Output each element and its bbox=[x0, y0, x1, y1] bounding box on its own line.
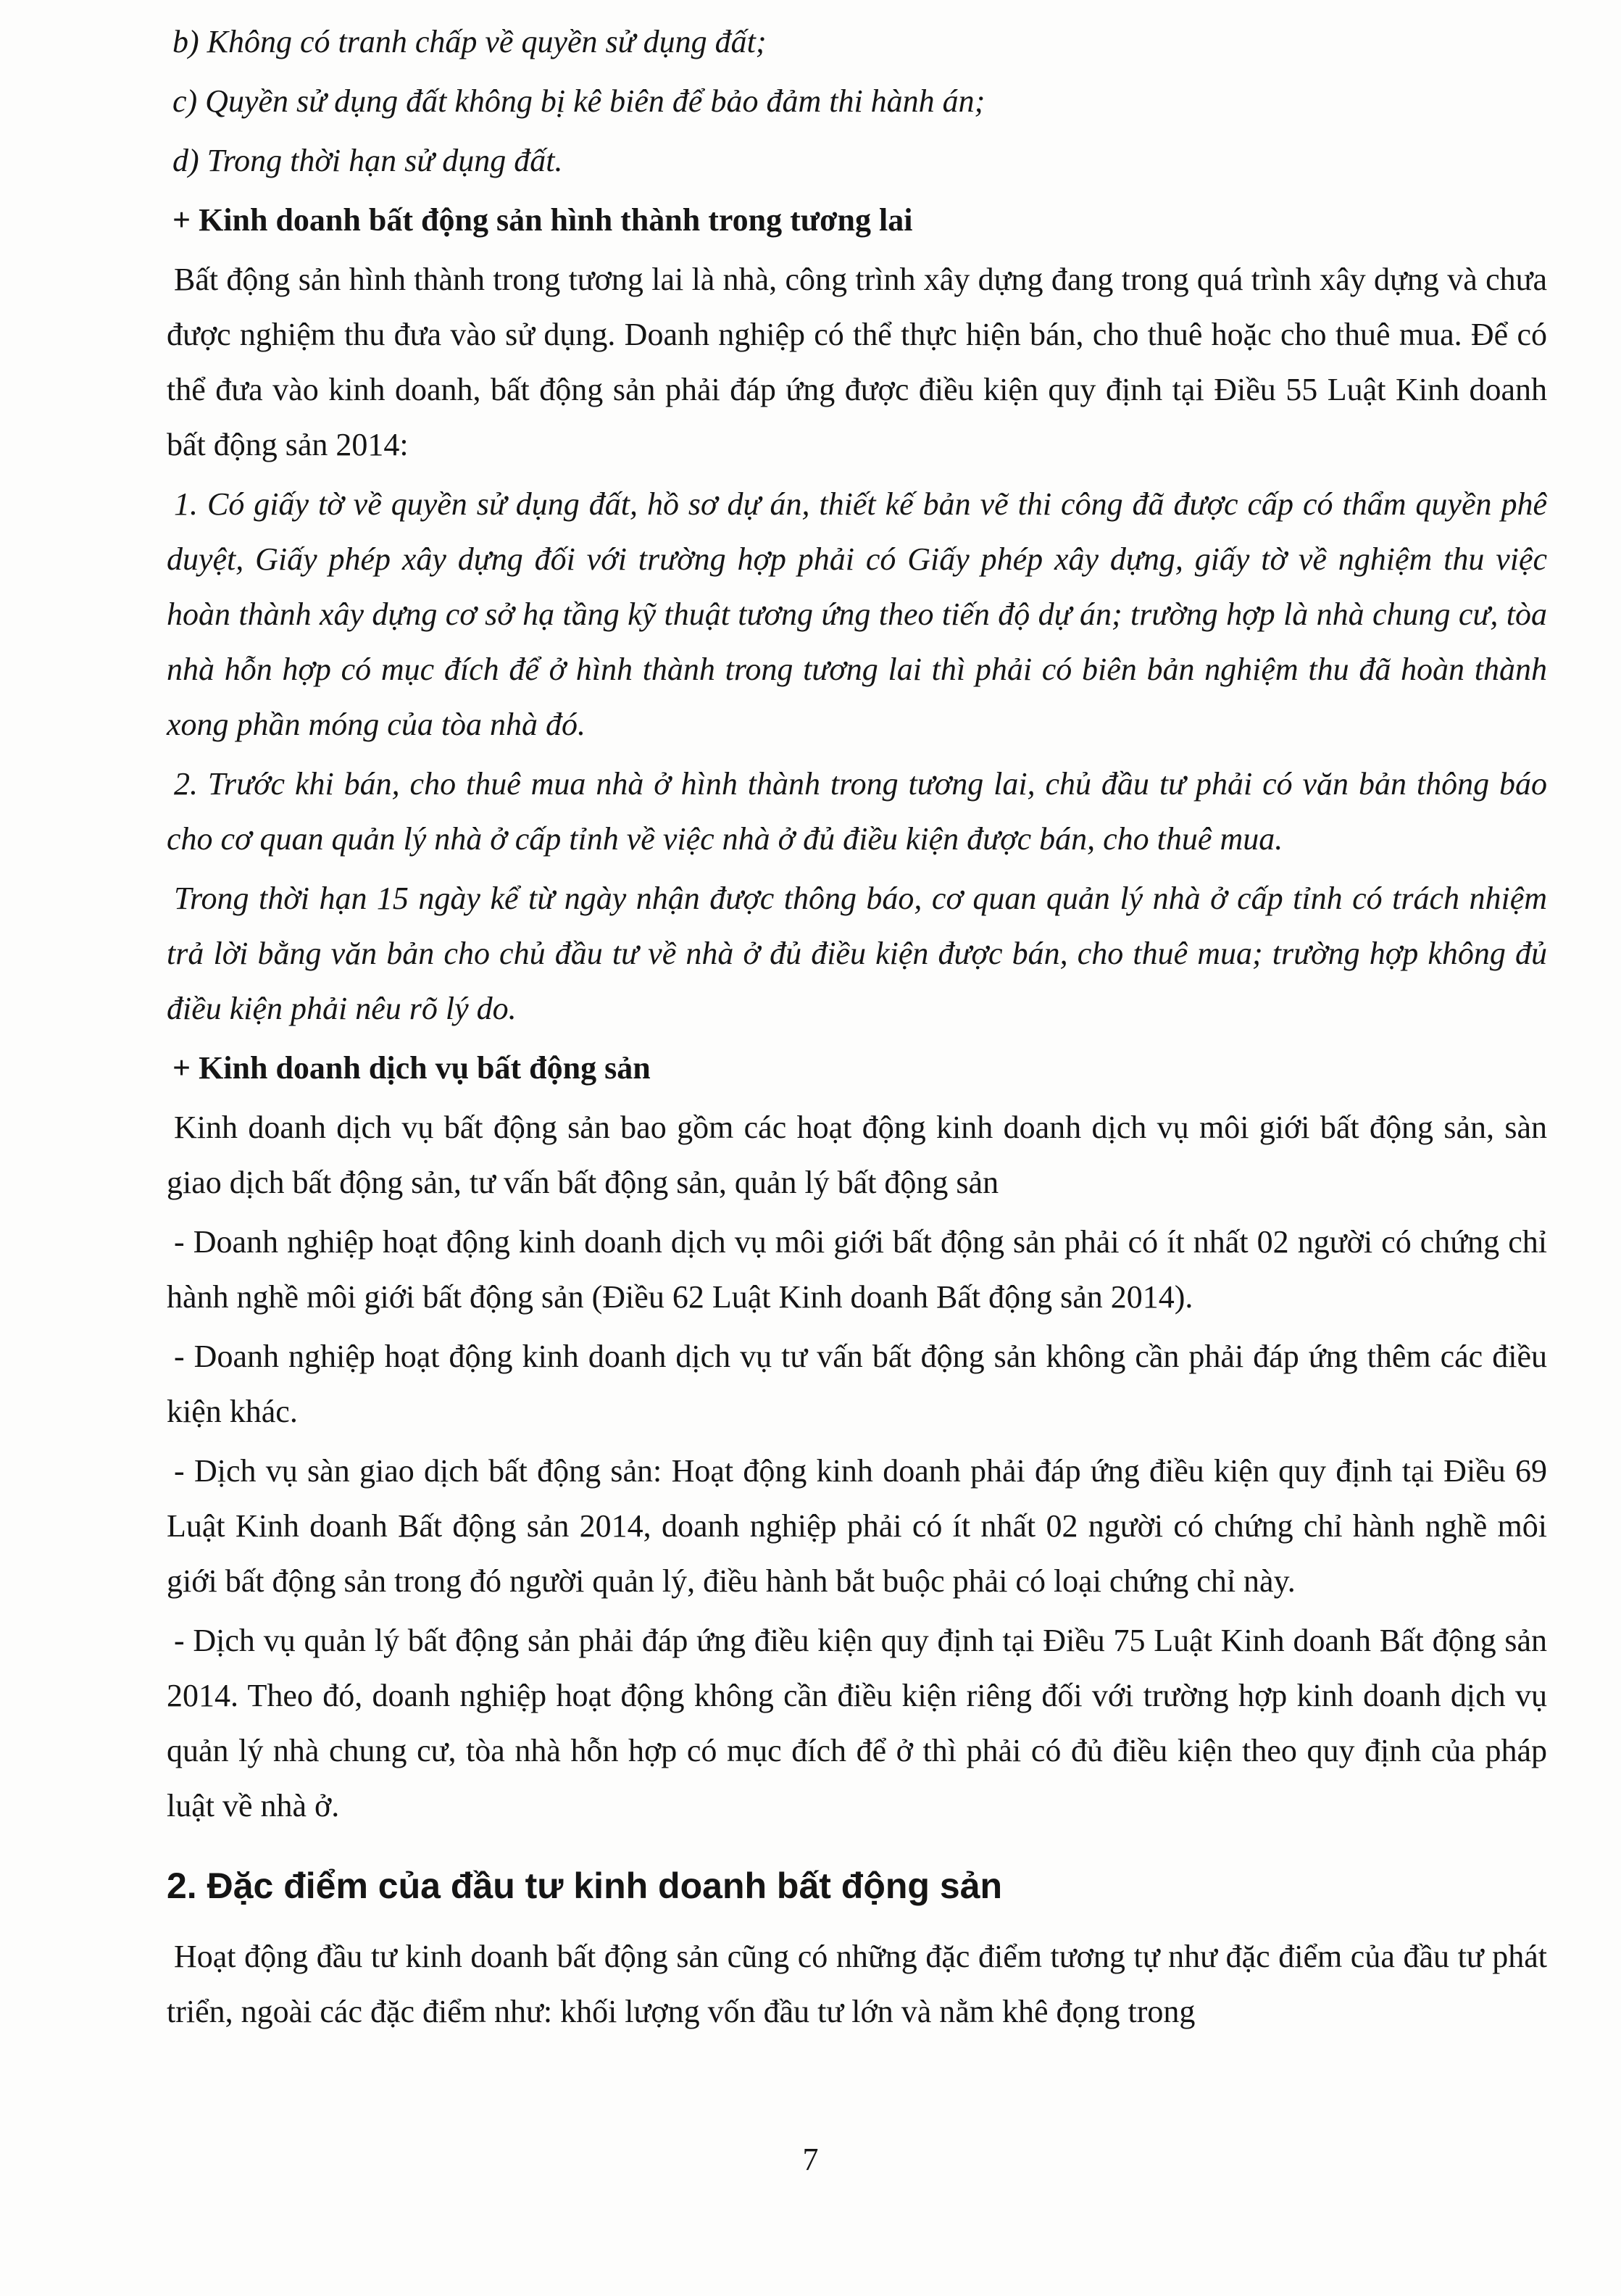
subheading-future-property: + Kinh doanh bất động sản hình thành trong tương lai bbox=[172, 202, 913, 238]
bullet-exchange: - Dịch vụ sàn giao dịch bất động sản: Hoạt động kinh doanh phải đáp ứng điều kiện quy định tại Điều 69 Luật Kinh doanh Bất động sản 2014, doanh nghiệp phải có ít nhất 02 người có chứng chỉ hành nghề môi giới bất động sản trong đó người quản lý, điều hành bắt buộc phải có loại chứng chỉ này. bbox=[167, 1453, 1547, 1599]
bullet-brokerage: - Doanh nghiệp hoạt động kinh doanh dịch vụ môi giới bất động sản phải có ít nhất 02 người có chứng chỉ hành nghề môi giới bất động sản (Điều 62 Luật Kinh doanh Bất động sản 2014). bbox=[167, 1224, 1547, 1315]
page-number: 7 bbox=[802, 2142, 819, 2177]
bullet-consulting: - Doanh nghiệp hoạt động kinh doanh dịch vụ tư vấn bất động sản không cần phải đáp ứng thêm các điều kiện khác. bbox=[167, 1339, 1547, 1429]
condition-c: c) Quyền sử dụng đất không bị kê biên để bảo đảm thi hành án; bbox=[172, 83, 985, 119]
condition-b: b) Không có tranh chấp về quyền sử dụng đất; bbox=[172, 24, 767, 59]
paragraph-services: Kinh doanh dịch vụ bất động sản bao gồm các hoạt động kinh doanh dịch vụ môi giới bất động sản, sàn giao dịch bất động sản, tư vấn bất động sản, quản lý bất động sản bbox=[167, 1110, 1547, 1200]
bullet-management: - Dịch vụ quản lý bất động sản phải đáp ứng điều kiện quy định tại Điều 75 Luật Kinh doanh Bất động sản 2014. Theo đó, doanh nghiệp hoạt động không cần điều kiện riêng đối với trường hợp kinh doanh dịch vụ quản lý nhà chung cư, tòa nhà hỗn hợp có mục đích để ở thì phải có đủ điều kiện theo quy định của pháp luật về nhà ở. bbox=[167, 1623, 1547, 1823]
paragraph-future-property: Bất động sản hình thành trong tương lai là nhà, công trình xây dựng đang trong quá trình xây dựng và chưa được nghiệm thu đưa vào sử dụng. Doanh nghiệp có thể thực hiện bán, cho thuê hoặc cho thuê mua. Để có thể đưa vào kinh doanh, bất động sản phải đáp ứng được điều kiện quy định tại Điều 55 Luật Kinh doanh bất động sản 2014: bbox=[167, 262, 1547, 462]
section-title: 2. Đặc điểm của đầu tư kinh doanh bất động sản bbox=[167, 1865, 1003, 1906]
clause-1: 1. Có giấy tờ về quyền sử dụng đất, hồ sơ dự án, thiết kế bản vẽ thi công đã được cấp có thẩm quyền phê duyệt, Giấy phép xây dựng đối với trường hợp phải có Giấy phép xây dựng, giấy tờ về nghiệm thu việc hoàn thành xây dựng cơ sở hạ tầng kỹ thuật tương ứng theo tiến độ dự án; trường hợp là nhà chung cư, tòa nhà hỗn hợp có mục đích để ở hình thành trong tương lai thì phải có biên bản nghiệm thu đã hoàn thành xong phần móng của tòa nhà đó. bbox=[167, 486, 1547, 742]
condition-d: d) Trong thời hạn sử dụng đất. bbox=[172, 143, 563, 178]
clause-2-continued: Trong thời hạn 15 ngày kể từ ngày nhận được thông báo, cơ quan quản lý nhà ở cấp tỉnh có trách nhiệm trả lời bằng văn bản cho chủ đầu tư về nhà ở đủ điều kiện được bán, cho thuê mua; trường hợp không đủ điều kiện phải nêu rõ lý do. bbox=[167, 881, 1547, 1026]
clause-2: 2. Trước khi bán, cho thuê mua nhà ở hình thành trong tương lai, chủ đầu tư phải có văn bản thông báo cho cơ quan quản lý nhà ở cấp tỉnh về việc nhà ở đủ điều kiện được bán, cho thuê mua. bbox=[167, 766, 1547, 857]
page-body bbox=[167, 14, 1547, 2044]
subheading-services: + Kinh doanh dịch vụ bất động sản bbox=[172, 1050, 651, 1086]
paragraph-characteristics: Hoạt động đầu tư kinh doanh bất động sản cũng có những đặc điểm tương tự như đặc điểm của đầu tư phát triển, ngoài các đặc điểm như: khối lượng vốn đầu tư lớn và nằm khê đọng trong bbox=[167, 1939, 1547, 2029]
